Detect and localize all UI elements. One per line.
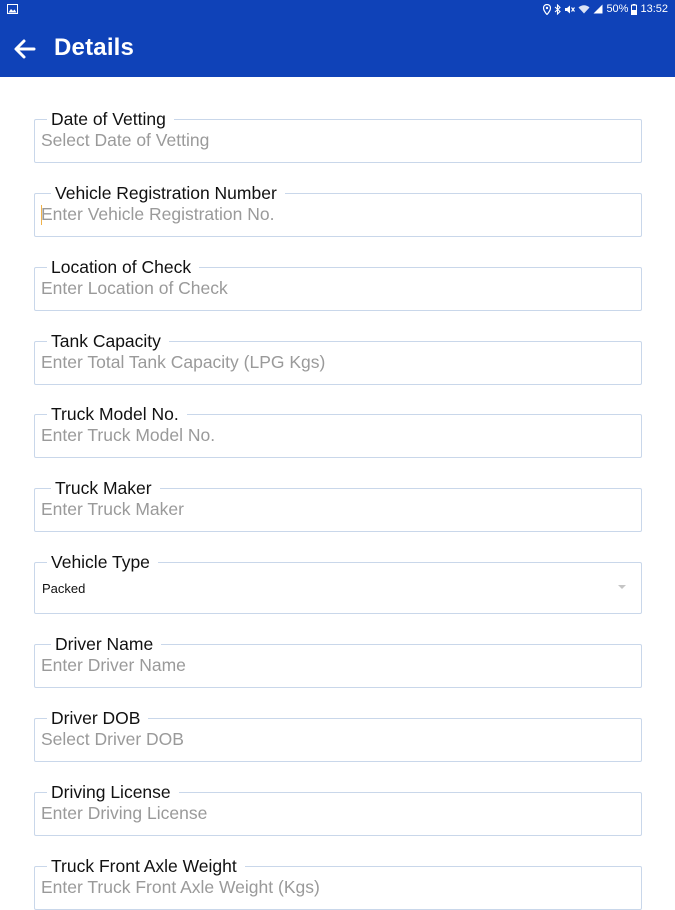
field-label: Vehicle Type: [47, 552, 158, 572]
field-label: Driver Name: [51, 634, 161, 654]
driving-license-input[interactable]: [41, 803, 601, 824]
status-icons: [543, 3, 668, 15]
field-label: Driving License: [47, 782, 179, 802]
status-time: 13:52: [640, 3, 668, 15]
arrow-left-icon[interactable]: [12, 36, 38, 62]
field-label: Tank Capacity: [47, 331, 169, 351]
gallery-icon: [7, 4, 18, 14]
tank-capacity-input[interactable]: [41, 352, 601, 373]
truck-front-axle-weight-input[interactable]: [41, 877, 601, 898]
truck-maker-input[interactable]: [41, 499, 601, 520]
status-bar: [0, 0, 675, 21]
app-bar: [0, 21, 675, 77]
battery-icon: [631, 4, 637, 15]
driver-name-input[interactable]: [41, 655, 601, 676]
field-label: Location of Check: [47, 257, 199, 277]
date-of-vetting-input[interactable]: [41, 130, 601, 151]
field-label: Truck Maker: [51, 478, 160, 498]
driver-dob-input[interactable]: [41, 729, 601, 750]
status-left: [7, 4, 18, 14]
dropdown-arrow-icon: [618, 585, 626, 589]
wifi-icon: [578, 4, 590, 14]
bluetooth-icon: [554, 4, 561, 15]
vehicle-type-value: Packed: [42, 581, 86, 596]
page-title: Details: [54, 34, 135, 61]
field-label: Truck Front Axle Weight: [47, 856, 245, 876]
location-icon: [543, 4, 551, 15]
field-label: Vehicle Registration Number: [51, 183, 285, 203]
field-label: Truck Model No.: [47, 404, 187, 424]
field-label: Date of Vetting: [47, 109, 174, 129]
vehicle-registration-number-input[interactable]: [41, 204, 601, 225]
signal-icon: [593, 4, 603, 14]
field-label: Driver DOB: [47, 708, 148, 728]
mute-icon: [564, 4, 575, 15]
battery-percent: 50%: [606, 3, 629, 15]
location-of-check-input[interactable]: [41, 278, 601, 299]
truck-model-no-input[interactable]: [41, 425, 601, 446]
